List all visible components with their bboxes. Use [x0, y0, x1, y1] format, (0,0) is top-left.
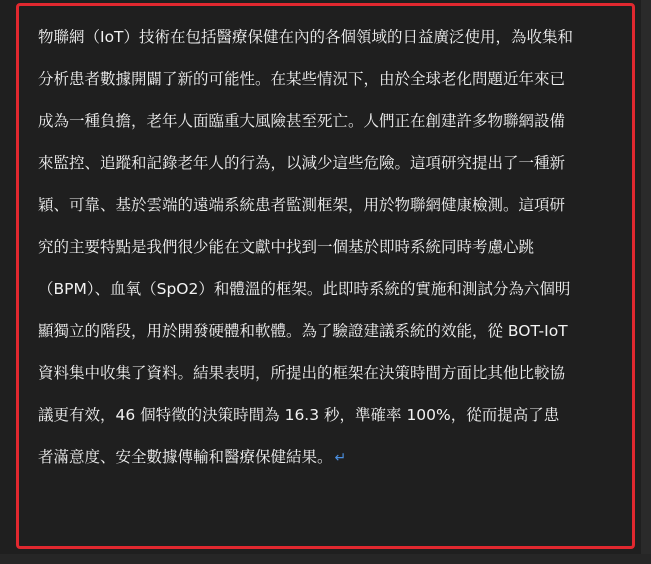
- document-paragraph[interactable]: [38, 16, 628, 478]
- text-line-9: 資料集中收集了資料。結果表明，所提出的框架在決策時間方面比其他比較協: [38, 364, 566, 382]
- text-line-10: 議更有效，46 個特徵的決策時間為 16.3 秒，準確率 100%，從而提高了患: [38, 406, 560, 424]
- window-bottom-edge: [0, 554, 651, 564]
- text-line-8: 顯獨立的階段，用於開發硬體和軟體。為了驗證建議系統的效能，從 BOT-IoT: [38, 322, 568, 340]
- text-line-11-content: 者滿意度、安全數據傳輸和醫療保健結果。: [38, 448, 333, 466]
- text-line-6: 究的主要特點是我們很少能在文獻中找到一個基於即時系統同時考慮心跳: [38, 238, 535, 256]
- text-line-1: 物聯網（IoT）技術在包括醫療保健在內的各個領域的日益廣泛使用，為收集和: [38, 28, 574, 46]
- text-line-7: （BPM）、血氧（SpO2）和體溫的框架。此即時系統的實施和測試分為六個明: [38, 280, 571, 298]
- window-right-edge: [641, 0, 651, 564]
- text-line-2: 分析患者數據開闢了新的可能性。在某些情況下，由於全球老化問題近年來已: [38, 70, 566, 88]
- text-line-11: [38, 436, 628, 478]
- text-line-4: 來監控、追蹤和記錄老年人的行為，以減少這些危險。這項研究提出了一種新: [38, 154, 566, 172]
- text-line-3: 成為一種負擔，老年人面臨重大風險甚至死亡。人們正在創建許多物聯網設備: [38, 112, 566, 130]
- text-line-5: 穎、可靠、基於雲端的遠端系統患者監測框架，用於物聯網健康檢測。這項研: [38, 196, 566, 214]
- paragraph-mark-icon: ↵: [334, 450, 347, 466]
